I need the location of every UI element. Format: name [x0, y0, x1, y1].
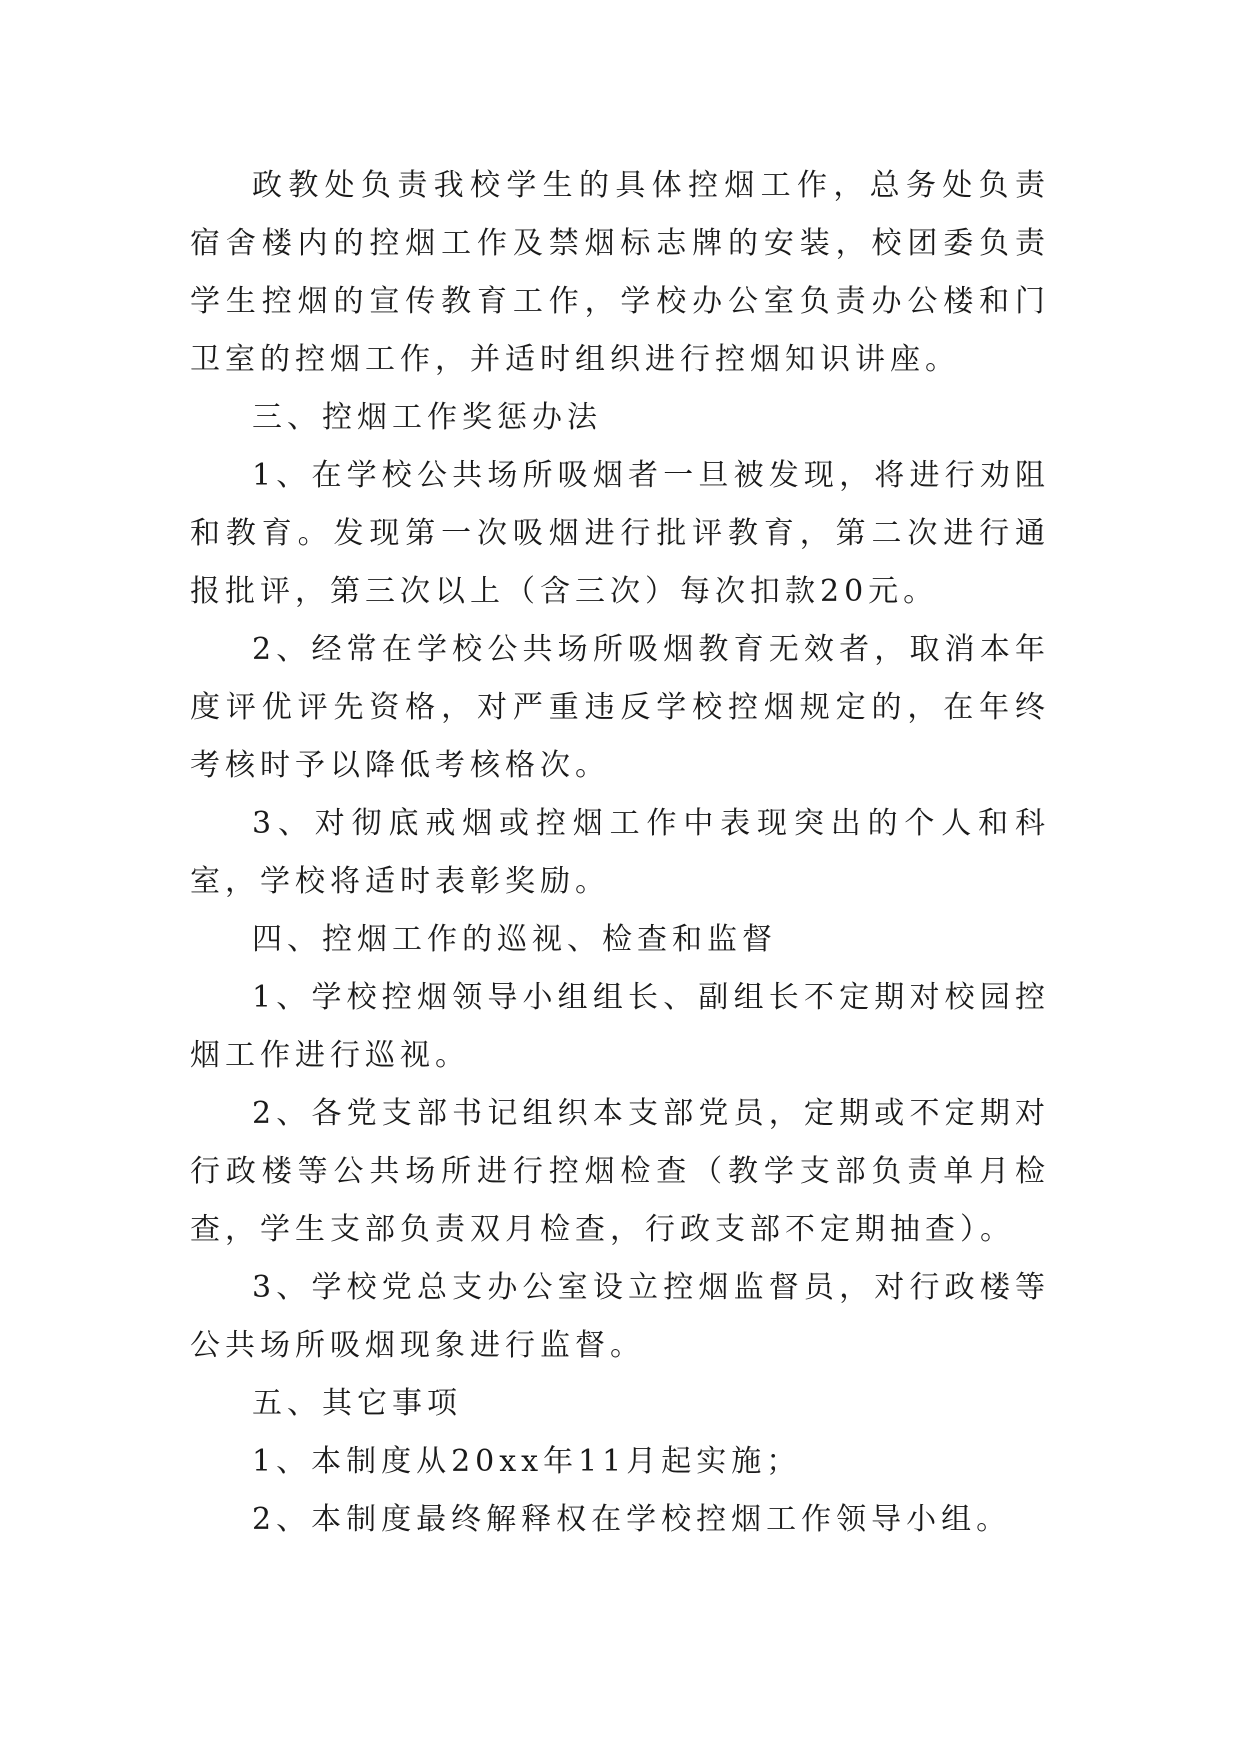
section-heading-other-matters: 五、其它事项 [252, 1386, 462, 1421]
section-heading-rewards-penalties: 三、控烟工作奖惩办法 [252, 400, 602, 435]
paragraph-reward-3: 3、对彻底戒烟或控烟工作中表现突出的个人和科室，学校将适时表彰奖励。 [190, 806, 1050, 899]
section-heading-inspection: 四、控烟工作的巡视、检查和监督 [252, 922, 777, 957]
paragraph-inspection-2: 2、各党支部书记组织本支部党员，定期或不定期对行政楼等公共场所进行控烟检查（教学支部负责单月检查，学生支部负责双月检查，行政支部不定期抽查）。 [190, 1096, 1050, 1247]
paragraph-other-1: 1、本制度从20xx年11月起实施； [252, 1444, 802, 1479]
paragraph-other-2: 2、本制度最终解释权在学校控烟工作领导小组。 [252, 1502, 1012, 1537]
paragraph-penalty-1: 1、在学校公共场所吸烟者一旦被发现，将进行劝阻和教育。发现第一次吸烟进行批评教育，第二次进行通报批评，第三次以上（含三次）每次扣款20元。 [190, 458, 1050, 609]
paragraph-penalty-2: 2、经常在学校公共场所吸烟教育无效者，取消本年度评优评先资格，对严重违反学校控烟规定的，在年终考核时予以降低考核格次。 [190, 632, 1050, 783]
document-body [190, 157, 1050, 1549]
paragraph-inspection-3: 3、学校党总支办公室设立控烟监督员，对行政楼等公共场所吸烟现象进行监督。 [190, 1270, 1050, 1363]
paragraph-inspection-1: 1、学校控烟领导小组组长、副组长不定期对校园控烟工作进行巡视。 [190, 980, 1050, 1073]
paragraph-responsibilities: 政教处负责我校学生的具体控烟工作，总务处负责宿舍楼内的控烟工作及禁烟标志牌的安装，校团委负责学生控烟的宣传教育工作，学校办公室负责办公楼和门卫室的控烟工作，并适时组织进行控烟知识讲座。 [190, 168, 1050, 377]
